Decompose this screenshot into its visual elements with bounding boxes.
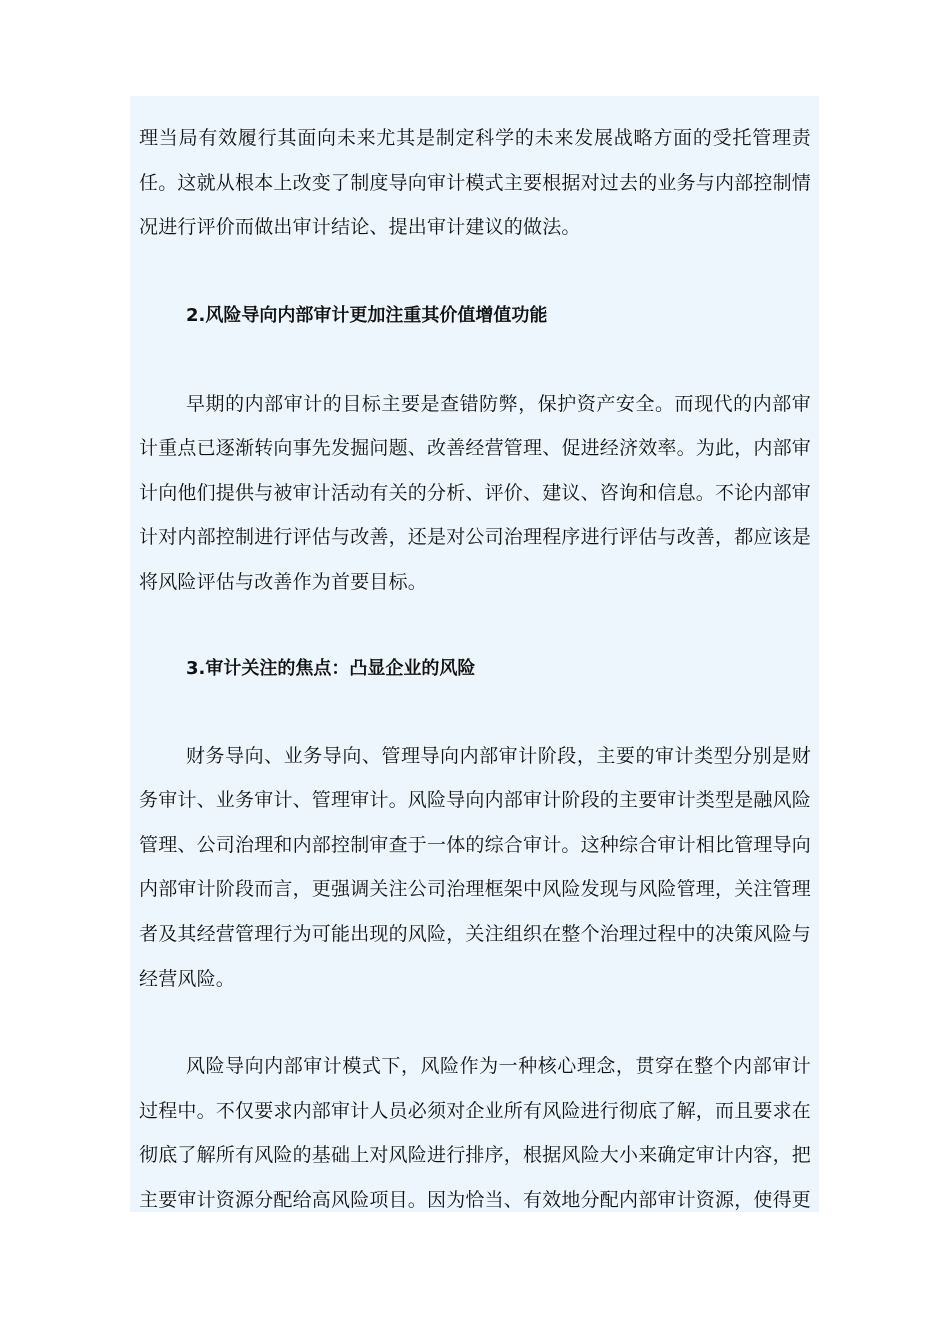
paragraph-1-line-2: 任。这就从根本上改变了制度导向审计模式主要根据对过去的业务与内部控制情	[139, 172, 812, 194]
paragraph-2-line-2: 计重点已逐渐转向事先发掘问题、改善经营管理、促进经济效率。为此，内部审	[139, 437, 812, 459]
section-heading-2: 2.风险导向内部审计更加注重其价值增值功能	[186, 305, 548, 326]
paragraph-3-line-4: 内部审计阶段而言，更强调关注公司治理框架中风险发现与风险管理，关注管理	[139, 878, 812, 900]
paragraph-1-line-3: 况进行评价而做出审计结论、提出审计建议的做法。	[139, 216, 581, 238]
document-page-background	[130, 96, 819, 1212]
paragraph-2-line-1: 早期的内部审计的目标主要是查错防弊，保护资产安全。而现代的内部审	[186, 393, 811, 415]
paragraph-1-line-1: 理当局有效履行其面向未来尤其是制定科学的未来发展战略方面的受托管理责	[139, 127, 811, 149]
paragraph-2-line-3: 计向他们提供与被审计活动有关的分析、评价、建议、咨询和信息。不论内部审	[139, 482, 812, 504]
paragraph-3-line-5: 者及其经营管理行为可能出现的风险，关注组织在整个治理过程中的决策风险与	[139, 923, 812, 945]
paragraph-4-line-1: 风险导向内部审计模式下，风险作为一种核心理念，贯穿在整个内部审计	[186, 1055, 811, 1077]
paragraph-4-line-2: 过程中。不仅要求内部审计人员必须对企业所有风险进行彻底了解，而且要求在	[139, 1100, 812, 1122]
paragraph-4-line-4: 主要审计资源分配给高风险项目。因为恰当、有效地分配内部审计资源，使得更	[139, 1189, 812, 1211]
paragraph-3-line-3: 管理、公司治理和内部控制审查于一体的综合审计。这种综合审计相比管理导向	[139, 834, 812, 856]
paragraph-4-line-3: 彻底了解所有风险的基础上对风险进行排序，根据风险大小来确定审计内容，把	[139, 1144, 812, 1166]
paragraph-3-line-6: 经营风险。	[139, 968, 236, 990]
paragraph-2-line-4: 计对内部控制进行评估与改善，还是对公司治理程序进行评估与改善，都应该是	[139, 526, 812, 548]
section-heading-3: 3.审计关注的焦点：凸显企业的风险	[186, 658, 476, 679]
paragraph-2-line-5: 将风险评估与改善作为首要目标。	[139, 571, 428, 593]
paragraph-3-line-2: 务审计、业务审计、管理审计。风险导向内部审计阶段的主要审计类型是融风险	[139, 789, 812, 811]
paragraph-3-line-1: 财务导向、业务导向、管理导向内部审计阶段，主要的审计类型分别是财	[186, 745, 811, 767]
